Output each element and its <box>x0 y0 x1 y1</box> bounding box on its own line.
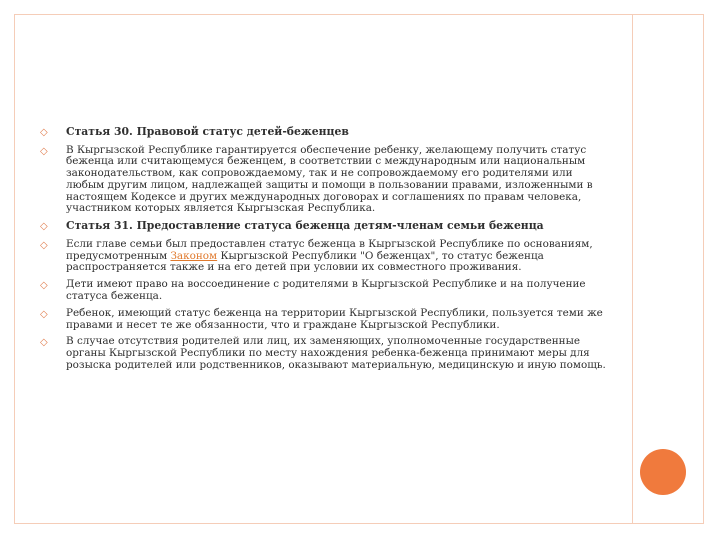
diamond-bullet-icon: ◇ <box>40 221 48 233</box>
paragraph-text: Ребенок, имеющий статус беженца на территории Кыргызской Республики, пользуется теми же правами и несет те же обязанности, что и граждане Кыргызской Республики. <box>66 306 603 331</box>
list-item-heading-31 <box>38 220 610 233</box>
paragraph-text: Дети имеют право на воссоединение с родителями в Кыргызской Республике и на получение статуса беженца. <box>66 278 586 302</box>
list-item <box>38 239 610 274</box>
law-link[interactable]: Законом <box>170 249 218 262</box>
article-31-title: Статья 31. Предоставление статуса беженца детям-членам семьи беженца <box>66 219 544 233</box>
list-item <box>38 308 610 332</box>
diamond-bullet-icon: ◇ <box>40 280 48 292</box>
list-item <box>38 145 610 216</box>
diamond-bullet-icon: ◇ <box>40 127 48 138</box>
article-list <box>38 126 610 377</box>
list-item <box>38 336 610 371</box>
article-30-title: Статья 30. Правовой статус детей-беженцев <box>66 125 349 138</box>
diamond-bullet-icon: ◇ <box>40 239 48 251</box>
diamond-bullet-icon: ◇ <box>40 337 48 349</box>
diamond-bullet-icon: ◇ <box>40 145 48 157</box>
list-item <box>38 279 610 303</box>
accent-circle <box>640 449 686 495</box>
paragraph-text-before-link: Если главе семьи был предоставлен статус беженца в Кыргызской Республике по основаниям, предусмотренным <box>66 237 593 262</box>
list-item-heading-30 <box>38 126 610 139</box>
paragraph-text-after-link: Кыргызской Республики "О беженцах", то статус беженца распространяется также и на его детей при условии их совместного проживания. <box>66 249 544 274</box>
paragraph-text: В Кыргызской Республике гарантируется обеспечение ребенку, желающему получить статус беженца или считающемуся беженцем, в соответствии с международным или национальным законодательством, как сопровождаемому, так и не сопровождаемому его родителями или любым другим лицом, надлежащей защиты и помощи в пользовании правами, изложенными в настоящем Кодексе и других международных договорах и соглашениях по правам человека, участником которых является Кыргызская Республика. <box>66 143 593 215</box>
paragraph-text: В случае отсутствия родителей или лиц, их заменяющих, уполномоченные государственные органы Кыргызской Республики по месту нахождения ребенка-беженца принимают меры для розыска родителей или родственников, оказывают материальную, медицинскую и иную помощь. <box>66 335 606 371</box>
diamond-bullet-icon: ◇ <box>40 308 48 320</box>
divider <box>632 14 633 524</box>
